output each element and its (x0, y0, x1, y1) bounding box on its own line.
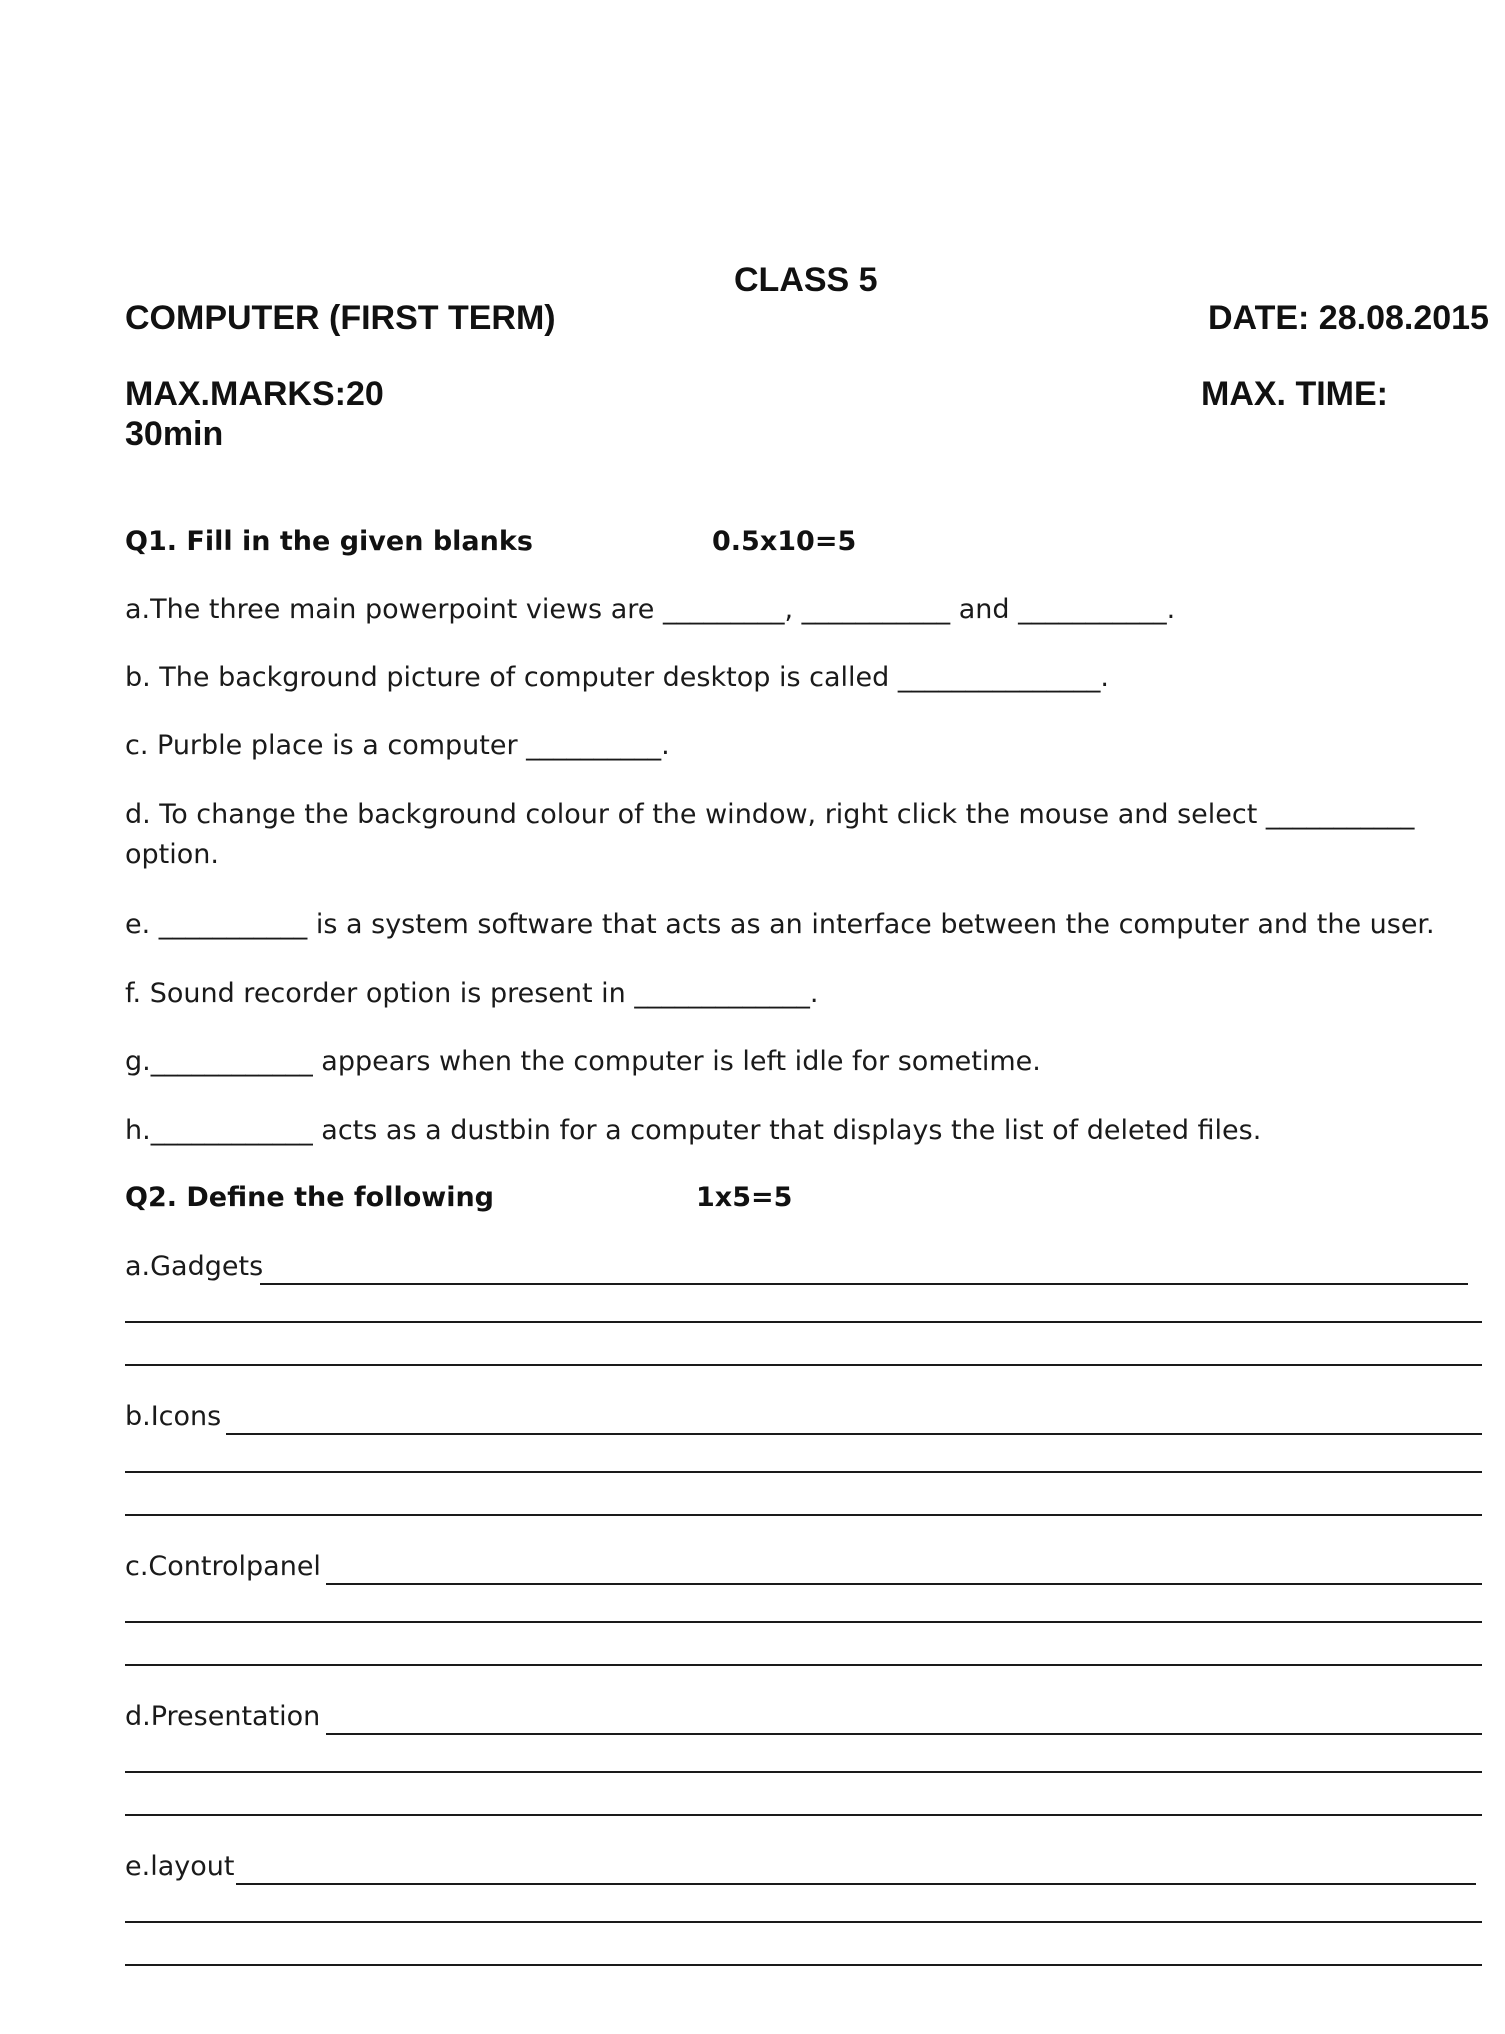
q1-item-d-continued: option. (125, 839, 219, 870)
q1-item-c: c. Purble place is a computer __________. (125, 730, 670, 761)
answer-line (125, 1921, 1482, 1923)
answer-line (326, 1733, 1482, 1735)
q2-term-gadgets: a.Gadgets (125, 1251, 264, 1282)
answer-line (125, 1621, 1482, 1623)
q1-item-f: f. Sound recorder option is present in _____________. (125, 978, 819, 1009)
q1-item-g: g.____________ appears when the computer is left idle for sometime. (125, 1046, 1041, 1077)
q1-title: Q1. Fill in the given blanks (125, 526, 533, 557)
answer-line (125, 1814, 1482, 1816)
subject-title: COMPUTER (FIRST TERM) (125, 299, 556, 337)
answer-line (260, 1283, 1468, 1285)
answer-line (125, 1364, 1482, 1366)
q2-marks: 1x5=5 (696, 1182, 793, 1213)
answer-line (125, 1471, 1482, 1473)
max-time-value: 30min (125, 415, 224, 453)
answer-line (326, 1583, 1482, 1585)
q2-term-presentation: d.Presentation (125, 1701, 321, 1732)
q1-marks: 0.5x10=5 (712, 526, 857, 557)
q2-term-controlpanel: c.Controlpanel (125, 1551, 321, 1582)
q2-term-icons: b.Icons (125, 1401, 222, 1432)
exam-date: DATE: 28.08.2015 (1208, 299, 1489, 337)
q2-title: Q2. Define the following (125, 1182, 495, 1213)
answer-line (125, 1514, 1482, 1516)
q1-item-h: h.____________ acts as a dustbin for a computer that displays the list of deleted files. (125, 1115, 1262, 1146)
answer-line (125, 1321, 1482, 1323)
q1-item-a: a.The three main powerpoint views are _________, ___________ and ___________. (125, 594, 1176, 625)
answer-line (125, 1771, 1482, 1773)
q1-item-e: e. ___________ is a system software that acts as an interface between the computer and the user. (125, 909, 1435, 940)
answer-line (226, 1433, 1482, 1435)
max-marks: MAX.MARKS:20 (125, 375, 384, 413)
q1-item-d: d. To change the background colour of the window, right click the mouse and select ___________ (125, 799, 1415, 830)
q1-item-b: b. The background picture of computer desktop is called _______________. (125, 662, 1109, 693)
class-label: CLASS 5 (734, 261, 878, 299)
answer-line (236, 1883, 1476, 1885)
q2-term-layout: e.layout (125, 1851, 235, 1882)
max-time-label: MAX. TIME: (1201, 375, 1388, 413)
answer-line (125, 1664, 1482, 1666)
answer-line (125, 1964, 1482, 1966)
